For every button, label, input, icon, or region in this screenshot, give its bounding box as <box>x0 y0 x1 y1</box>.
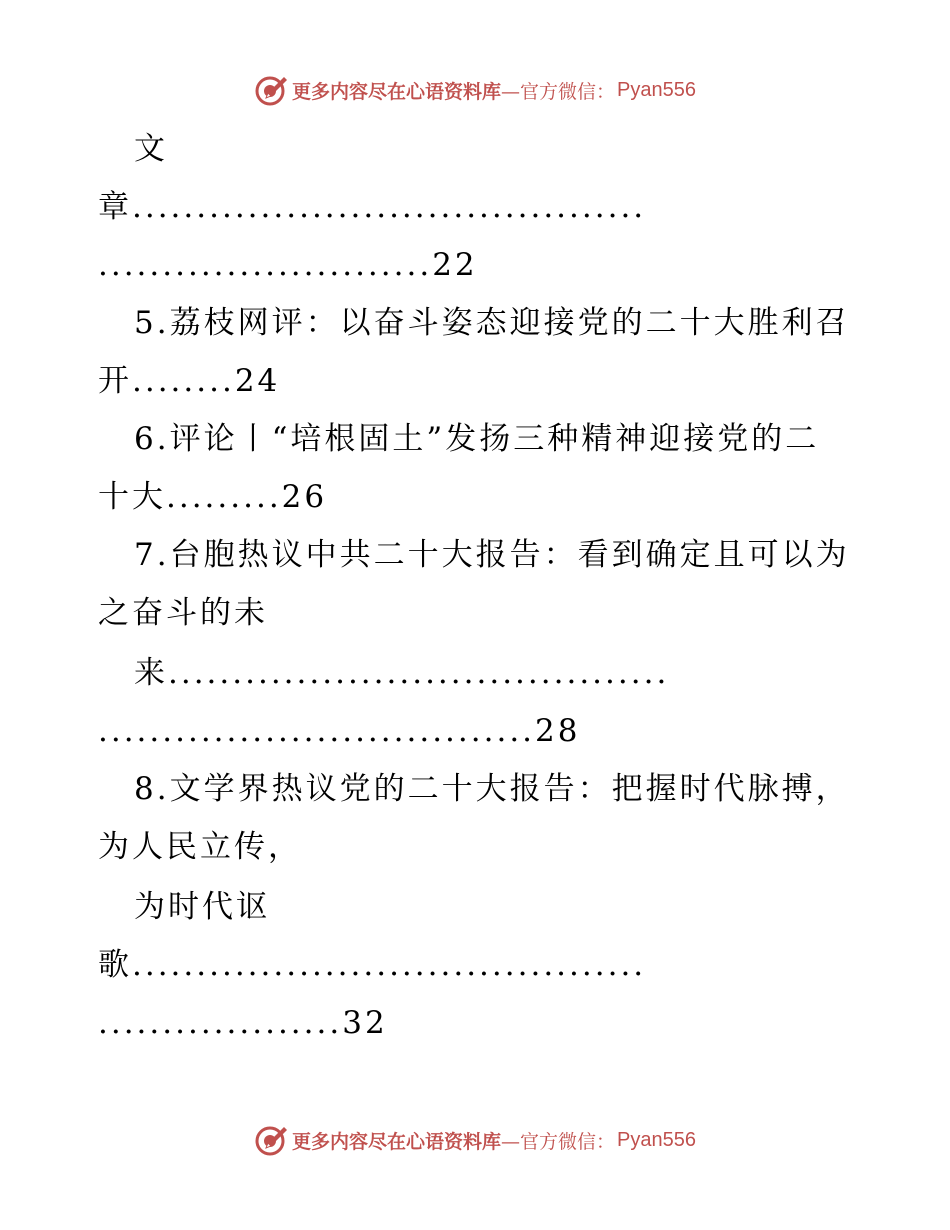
toc-line: 来....................................... <box>134 655 670 691</box>
toc-line: ..........................22 <box>98 247 478 283</box>
toc-entry-7-title: 7.台胞热议中共二十大报告：看到确定且可以为 <box>134 537 850 573</box>
toc-line: 之奋斗的未 <box>98 595 268 631</box>
toc-line: 为时代讴 <box>134 889 270 925</box>
toc-line: ...................32 <box>98 1005 388 1041</box>
footer-watermark <box>0 1120 950 1160</box>
toc-line: 为人民立传， <box>98 829 302 865</box>
pen-logo-icon <box>254 1123 288 1157</box>
watermark-separator: —官方微信： <box>501 80 616 103</box>
pen-logo-icon <box>254 73 288 107</box>
toc-line: 开........24 <box>98 363 281 399</box>
toc-entry-8-title: 8.文学界热议党的二十大报告：把握时代脉搏， <box>134 771 850 807</box>
header-watermark <box>0 70 950 110</box>
toc-line: 章........................................ <box>98 189 647 225</box>
watermark-brand: 更多内容尽在心语资料库 <box>292 80 502 103</box>
toc-line: 歌........................................ <box>98 947 647 983</box>
toc-line: ..................................28 <box>98 713 581 749</box>
toc-line: 十大.........26 <box>98 479 328 515</box>
toc-entry-6-title: 6.评论丨“培根固土”发扬三种精神迎接党的二 <box>134 421 820 457</box>
watermark-wechat-id: Pyan556 <box>617 1128 696 1151</box>
watermark-wechat-id: Pyan556 <box>617 78 696 101</box>
toc-line: 文 <box>134 131 168 167</box>
watermark-separator: —官方微信： <box>501 1130 616 1153</box>
watermark-brand: 更多内容尽在心语资料库 <box>292 1130 502 1153</box>
toc-entry-5-title: 5.荔枝网评：以奋斗姿态迎接党的二十大胜利召 <box>134 305 850 341</box>
